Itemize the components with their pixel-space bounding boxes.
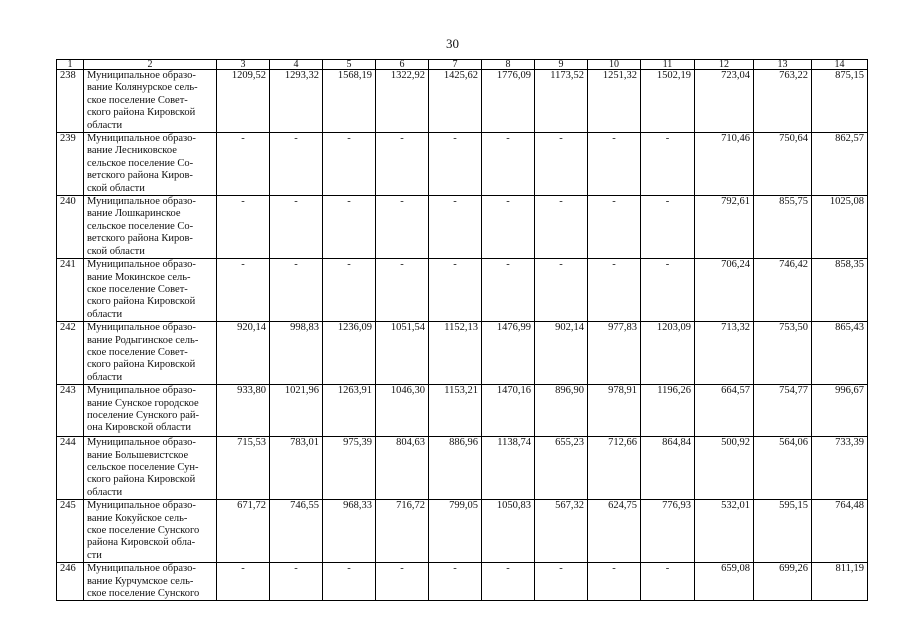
value-cell: - bbox=[429, 133, 482, 196]
value-cell: 1203,09 bbox=[641, 322, 695, 385]
value-cell: 1251,32 bbox=[588, 70, 641, 133]
value-cell: 1046,30 bbox=[376, 385, 429, 437]
value-cell: 1196,26 bbox=[641, 385, 695, 437]
value-cell: 1568,19 bbox=[323, 70, 376, 133]
column-header: 4 bbox=[270, 60, 323, 70]
value-cell: - bbox=[482, 133, 535, 196]
name-line: Муниципальное образо- bbox=[87, 196, 196, 208]
value-cell: - bbox=[588, 196, 641, 259]
value-cell: - bbox=[376, 259, 429, 322]
name-line: ского района Кировской bbox=[87, 359, 196, 371]
value-cell: 804,63 bbox=[376, 437, 429, 500]
value-cell: 811,19 bbox=[812, 563, 868, 601]
name-line: ветского района Киров- bbox=[87, 170, 193, 182]
value-cell: 699,26 bbox=[754, 563, 812, 601]
column-header: 2 bbox=[84, 60, 217, 70]
value-cell: 1476,99 bbox=[482, 322, 535, 385]
value-cell: 712,66 bbox=[588, 437, 641, 500]
table-row bbox=[57, 385, 868, 437]
value-cell: 896,90 bbox=[535, 385, 588, 437]
value-cell: 1502,19 bbox=[641, 70, 695, 133]
value-cell: 564,06 bbox=[754, 437, 812, 500]
value-cell: 1152,13 bbox=[429, 322, 482, 385]
value-cell: - bbox=[588, 563, 641, 601]
column-header: 1 bbox=[57, 60, 84, 70]
value-cell: 1025,08 bbox=[812, 196, 868, 259]
row-number: 245 bbox=[57, 500, 84, 563]
name-line: сельское поселение Со- bbox=[87, 157, 194, 169]
value-cell: - bbox=[323, 133, 376, 196]
value-cell: 1236,09 bbox=[323, 322, 376, 385]
value-cell: 746,42 bbox=[754, 259, 812, 322]
value-cell: - bbox=[641, 196, 695, 259]
value-cell: 733,39 bbox=[812, 437, 868, 500]
name-line: Муниципальное образо- bbox=[87, 563, 196, 575]
row-number: 243 bbox=[57, 385, 84, 437]
row-number: 246 bbox=[57, 563, 84, 601]
value-cell: 1050,83 bbox=[482, 500, 535, 563]
value-cell: - bbox=[429, 259, 482, 322]
table-row bbox=[57, 133, 868, 196]
column-header: 8 bbox=[482, 60, 535, 70]
value-cell: 977,83 bbox=[588, 322, 641, 385]
column-header: 5 bbox=[323, 60, 376, 70]
name-line: вание Мокинское сель- bbox=[87, 271, 191, 283]
column-header: 14 bbox=[812, 60, 868, 70]
name-line: района Кировской обла- bbox=[87, 537, 196, 549]
value-cell: 671,72 bbox=[217, 500, 270, 563]
value-cell: - bbox=[429, 563, 482, 601]
column-header: 7 bbox=[429, 60, 482, 70]
value-cell: - bbox=[588, 133, 641, 196]
value-cell: - bbox=[217, 133, 270, 196]
value-cell: 776,93 bbox=[641, 500, 695, 563]
value-cell: 1293,32 bbox=[270, 70, 323, 133]
value-cell: 753,50 bbox=[754, 322, 812, 385]
name-line: вание Колянурское сель- bbox=[87, 82, 198, 94]
name-line: ское поселение Совет- bbox=[87, 346, 188, 358]
name-line: Муниципальное образо- bbox=[87, 259, 196, 271]
value-cell: 754,77 bbox=[754, 385, 812, 437]
name-line: она Кировской области bbox=[87, 422, 191, 434]
value-cell: - bbox=[323, 259, 376, 322]
name-line: Муниципальное образо- bbox=[87, 133, 196, 145]
value-cell: - bbox=[323, 196, 376, 259]
value-cell: 975,39 bbox=[323, 437, 376, 500]
municipality-name bbox=[84, 437, 217, 500]
name-line: ского района Кировской bbox=[87, 107, 196, 119]
value-cell: 1153,21 bbox=[429, 385, 482, 437]
table-row bbox=[57, 259, 868, 322]
value-cell: - bbox=[376, 196, 429, 259]
value-cell: - bbox=[270, 563, 323, 601]
value-cell: 799,05 bbox=[429, 500, 482, 563]
value-cell: 595,15 bbox=[754, 500, 812, 563]
row-number: 240 bbox=[57, 196, 84, 259]
name-line: вание Лошкаринское bbox=[87, 208, 181, 220]
municipality-name bbox=[84, 196, 217, 259]
value-cell: 1173,52 bbox=[535, 70, 588, 133]
value-cell: - bbox=[535, 259, 588, 322]
value-cell: - bbox=[482, 196, 535, 259]
value-cell: 1209,52 bbox=[217, 70, 270, 133]
row-number: 239 bbox=[57, 133, 84, 196]
name-line: ское поселение Сунского bbox=[87, 588, 200, 600]
municipality-name bbox=[84, 500, 217, 563]
name-line: вание Большевистское bbox=[87, 449, 189, 461]
value-cell: 659,08 bbox=[695, 563, 754, 601]
value-cell: 1263,91 bbox=[323, 385, 376, 437]
column-header: 12 bbox=[695, 60, 754, 70]
value-cell: 902,14 bbox=[535, 322, 588, 385]
name-line: вание Лесниковское bbox=[87, 145, 177, 157]
value-cell: 710,46 bbox=[695, 133, 754, 196]
value-cell: 865,43 bbox=[812, 322, 868, 385]
value-cell: - bbox=[217, 259, 270, 322]
value-cell: 655,23 bbox=[535, 437, 588, 500]
value-cell: 716,72 bbox=[376, 500, 429, 563]
value-cell: 920,14 bbox=[217, 322, 270, 385]
municipality-name bbox=[84, 322, 217, 385]
name-line: поселение Сунского рай- bbox=[87, 409, 200, 421]
name-line: ветского района Киров- bbox=[87, 233, 193, 245]
column-header: 11 bbox=[641, 60, 695, 70]
value-cell: - bbox=[482, 259, 535, 322]
municipality-name bbox=[84, 70, 217, 133]
name-line: области bbox=[87, 486, 123, 498]
value-cell: 624,75 bbox=[588, 500, 641, 563]
column-header: 3 bbox=[217, 60, 270, 70]
value-cell: - bbox=[217, 196, 270, 259]
value-cell: 1425,62 bbox=[429, 70, 482, 133]
name-line: сельское поселение Со- bbox=[87, 220, 194, 232]
value-cell: - bbox=[535, 133, 588, 196]
value-cell: 792,61 bbox=[695, 196, 754, 259]
name-line: Муниципальное образо- bbox=[87, 500, 196, 512]
name-line: ского района Кировской bbox=[87, 474, 196, 486]
value-cell: 978,91 bbox=[588, 385, 641, 437]
name-line: области bbox=[87, 308, 123, 320]
value-cell: 1470,16 bbox=[482, 385, 535, 437]
name-line: Муниципальное образо- bbox=[87, 385, 196, 397]
table-row bbox=[57, 196, 868, 259]
value-cell: 998,83 bbox=[270, 322, 323, 385]
name-line: вание Сунское городское bbox=[87, 397, 199, 409]
name-line: Муниципальное образо- bbox=[87, 437, 196, 449]
value-cell: 500,92 bbox=[695, 437, 754, 500]
value-cell: - bbox=[641, 133, 695, 196]
page-number: 30 bbox=[446, 36, 459, 51]
value-cell: - bbox=[376, 563, 429, 601]
value-cell: - bbox=[270, 196, 323, 259]
municipality-name bbox=[84, 385, 217, 437]
row-number: 244 bbox=[57, 437, 84, 500]
value-cell: 1021,96 bbox=[270, 385, 323, 437]
value-cell: 750,64 bbox=[754, 133, 812, 196]
value-cell: - bbox=[217, 563, 270, 601]
value-cell: 1138,74 bbox=[482, 437, 535, 500]
row-number: 238 bbox=[57, 70, 84, 133]
value-cell: 664,57 bbox=[695, 385, 754, 437]
value-cell: - bbox=[323, 563, 376, 601]
value-cell: 764,48 bbox=[812, 500, 868, 563]
municipality-name bbox=[84, 133, 217, 196]
name-line: области bbox=[87, 119, 123, 131]
value-cell: - bbox=[429, 196, 482, 259]
value-cell: 862,57 bbox=[812, 133, 868, 196]
name-line: сельское поселение Сун- bbox=[87, 461, 199, 473]
value-cell: 783,01 bbox=[270, 437, 323, 500]
header-row bbox=[57, 60, 868, 70]
value-cell: 855,75 bbox=[754, 196, 812, 259]
value-cell: 763,22 bbox=[754, 70, 812, 133]
value-cell: 532,01 bbox=[695, 500, 754, 563]
value-cell: 723,04 bbox=[695, 70, 754, 133]
value-cell: 996,67 bbox=[812, 385, 868, 437]
value-cell: 886,96 bbox=[429, 437, 482, 500]
table-row bbox=[57, 500, 868, 563]
name-line: ское поселение Совет- bbox=[87, 283, 188, 295]
table-row bbox=[57, 437, 868, 500]
column-header: 13 bbox=[754, 60, 812, 70]
value-cell: 864,84 bbox=[641, 437, 695, 500]
value-cell: 1322,92 bbox=[376, 70, 429, 133]
name-line: вание Родыгинское сель- bbox=[87, 334, 199, 346]
column-header: 10 bbox=[588, 60, 641, 70]
name-line: вание Кокуйское сель- bbox=[87, 512, 188, 524]
value-cell: 858,35 bbox=[812, 259, 868, 322]
value-cell: 706,24 bbox=[695, 259, 754, 322]
name-line: сти bbox=[87, 549, 102, 561]
value-cell: - bbox=[535, 563, 588, 601]
table-row bbox=[57, 322, 868, 385]
name-line: ской области bbox=[87, 182, 145, 194]
value-cell: - bbox=[376, 133, 429, 196]
value-cell: - bbox=[535, 196, 588, 259]
name-line: области bbox=[87, 371, 123, 383]
value-cell: 746,55 bbox=[270, 500, 323, 563]
column-header: 6 bbox=[376, 60, 429, 70]
name-line: ское поселение Сунского bbox=[87, 525, 200, 536]
table-row bbox=[57, 563, 868, 601]
column-header: 9 bbox=[535, 60, 588, 70]
value-cell: 567,32 bbox=[535, 500, 588, 563]
value-cell: - bbox=[641, 563, 695, 601]
name-line: Муниципальное образо- bbox=[87, 322, 196, 334]
value-cell: 713,32 bbox=[695, 322, 754, 385]
value-cell: 1776,09 bbox=[482, 70, 535, 133]
municipality-name bbox=[84, 563, 217, 601]
table-row bbox=[57, 70, 868, 133]
value-cell: - bbox=[588, 259, 641, 322]
value-cell: - bbox=[270, 259, 323, 322]
value-cell: - bbox=[641, 259, 695, 322]
name-line: Муниципальное образо- bbox=[87, 70, 196, 81]
row-number: 242 bbox=[57, 322, 84, 385]
value-cell: 968,33 bbox=[323, 500, 376, 563]
data-table bbox=[56, 59, 868, 601]
name-line: вание Курчумское сель- bbox=[87, 575, 194, 587]
value-cell: - bbox=[482, 563, 535, 601]
name-line: ского района Кировской bbox=[87, 296, 196, 308]
municipality-name bbox=[84, 259, 217, 322]
value-cell: 933,80 bbox=[217, 385, 270, 437]
value-cell: 1051,54 bbox=[376, 322, 429, 385]
value-cell: 715,53 bbox=[217, 437, 270, 500]
name-line: ское поселение Совет- bbox=[87, 94, 188, 106]
name-line: ской области bbox=[87, 245, 145, 257]
row-number: 241 bbox=[57, 259, 84, 322]
value-cell: - bbox=[270, 133, 323, 196]
value-cell: 875,15 bbox=[812, 70, 868, 133]
